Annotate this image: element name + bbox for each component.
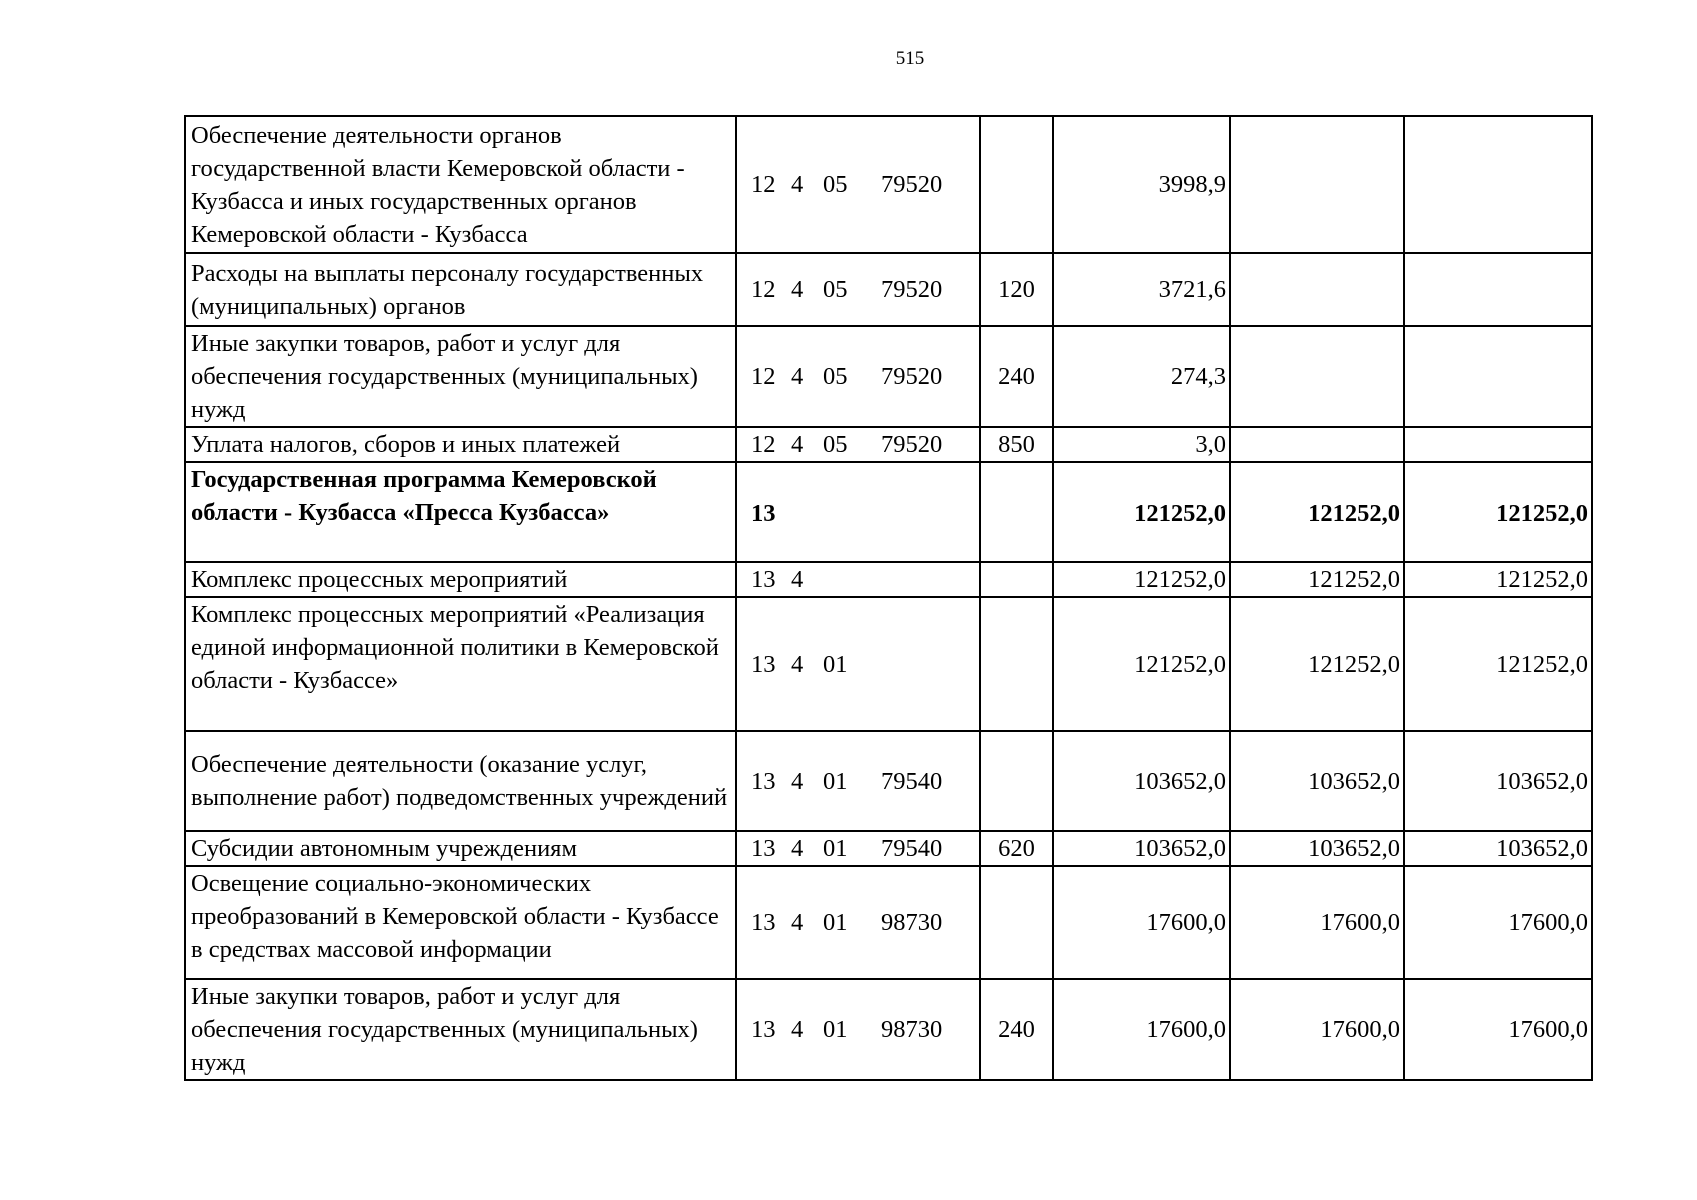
row-name: Иные закупки товаров, работ и услуг для обеспечения государственных (муниципальных) нужд bbox=[185, 979, 736, 1080]
expense-type-code: 240 bbox=[980, 326, 1053, 427]
program-code: 12 4 05 79520 bbox=[736, 326, 980, 427]
row-name: Комплекс процессных мероприятий «Реализация единой информационной политики в Кемеровской области - Кузбассе» bbox=[185, 597, 736, 731]
row-name: Уплата налогов, сборов и иных платежей bbox=[185, 427, 736, 462]
amount-year-1: 103652,0 bbox=[1053, 731, 1230, 831]
amount-year-3: 17600,0 bbox=[1404, 979, 1592, 1080]
amount-year-3 bbox=[1404, 253, 1592, 326]
program-code: 13 4 01 98730 bbox=[736, 866, 980, 979]
amount-year-2 bbox=[1230, 427, 1404, 462]
program-code: 13 4 01 79540 bbox=[736, 831, 980, 866]
amount-year-3: 103652,0 bbox=[1404, 831, 1592, 866]
amount-year-2: 17600,0 bbox=[1230, 866, 1404, 979]
amount-year-1: 17600,0 bbox=[1053, 979, 1230, 1080]
amount-year-1: 17600,0 bbox=[1053, 866, 1230, 979]
table-row bbox=[185, 253, 1592, 326]
expense-type-code: 620 bbox=[980, 831, 1053, 866]
amount-year-2: 121252,0 bbox=[1230, 562, 1404, 597]
amount-year-3 bbox=[1404, 427, 1592, 462]
table-row bbox=[185, 427, 1592, 462]
table-row bbox=[185, 597, 1592, 731]
expense-type-code bbox=[980, 462, 1053, 562]
expense-type-code bbox=[980, 866, 1053, 979]
program-code: 13 4 bbox=[736, 562, 980, 597]
program-code: 12 4 05 79520 bbox=[736, 253, 980, 326]
amount-year-2: 103652,0 bbox=[1230, 831, 1404, 866]
expense-type-code: 850 bbox=[980, 427, 1053, 462]
amount-year-2: 17600,0 bbox=[1230, 979, 1404, 1080]
expense-type-code: 240 bbox=[980, 979, 1053, 1080]
expense-type-code bbox=[980, 597, 1053, 731]
program-code: 13 4 01 79540 bbox=[736, 731, 980, 831]
table-row bbox=[185, 116, 1592, 253]
row-name: Субсидии автономным учреждениям bbox=[185, 831, 736, 866]
page-number: 515 bbox=[895, 48, 925, 69]
row-name: Освещение социально-экономических преобразований в Кемеровской области - Кузбассе в средствах массовой информации bbox=[185, 866, 736, 979]
amount-year-3: 17600,0 bbox=[1404, 866, 1592, 979]
amount-year-3: 121252,0 bbox=[1404, 462, 1592, 562]
amount-year-3 bbox=[1404, 326, 1592, 427]
amount-year-2: 121252,0 bbox=[1230, 597, 1404, 731]
row-name: Комплекс процессных мероприятий bbox=[185, 562, 736, 597]
table-row-program bbox=[185, 462, 1592, 562]
amount-year-3: 121252,0 bbox=[1404, 597, 1592, 731]
table-row bbox=[185, 831, 1592, 866]
amount-year-2: 103652,0 bbox=[1230, 731, 1404, 831]
amount-year-3: 121252,0 bbox=[1404, 562, 1592, 597]
expense-type-code bbox=[980, 731, 1053, 831]
program-code: 13 4 01 bbox=[736, 597, 980, 731]
amount-year-2 bbox=[1230, 253, 1404, 326]
amount-year-1: 121252,0 bbox=[1053, 562, 1230, 597]
amount-year-1: 121252,0 bbox=[1053, 462, 1230, 562]
amount-year-3: 103652,0 bbox=[1404, 731, 1592, 831]
expense-type-code bbox=[980, 562, 1053, 597]
amount-year-1: 3,0 bbox=[1053, 427, 1230, 462]
row-name: Государственная программа Кемеровской области - Кузбасса «Пресса Кузбасса» bbox=[185, 462, 736, 562]
amount-year-2 bbox=[1230, 326, 1404, 427]
amount-year-1: 274,3 bbox=[1053, 326, 1230, 427]
expense-type-code bbox=[980, 116, 1053, 253]
amount-year-3 bbox=[1404, 116, 1592, 253]
program-code: 13 bbox=[736, 462, 980, 562]
table-row bbox=[185, 731, 1592, 831]
amount-year-1: 3998,9 bbox=[1053, 116, 1230, 253]
amount-year-2 bbox=[1230, 116, 1404, 253]
table-row bbox=[185, 979, 1592, 1080]
budget-table bbox=[184, 115, 1593, 1081]
amount-year-1: 3721,6 bbox=[1053, 253, 1230, 326]
amount-year-1: 121252,0 bbox=[1053, 597, 1230, 731]
row-name: Обеспечение деятельности (оказание услуг, выполнение работ) подведомственных учреждений bbox=[185, 731, 736, 831]
row-name: Расходы на выплаты персоналу государственных (муниципальных) органов bbox=[185, 253, 736, 326]
program-code: 13 4 01 98730 bbox=[736, 979, 980, 1080]
row-name: Иные закупки товаров, работ и услуг для обеспечения государственных (муниципальных) нужд bbox=[185, 326, 736, 427]
expense-type-code: 120 bbox=[980, 253, 1053, 326]
program-code: 12 4 05 79520 bbox=[736, 116, 980, 253]
amount-year-1: 103652,0 bbox=[1053, 831, 1230, 866]
table-row bbox=[185, 866, 1592, 979]
table-row bbox=[185, 326, 1592, 427]
amount-year-2: 121252,0 bbox=[1230, 462, 1404, 562]
table-row bbox=[185, 562, 1592, 597]
row-name: Обеспечение деятельности органов государственной власти Кемеровской области - Кузбасса и иных государственных органов Кемеровской области - Кузбасса bbox=[185, 116, 736, 253]
program-code: 12 4 05 79520 bbox=[736, 427, 980, 462]
